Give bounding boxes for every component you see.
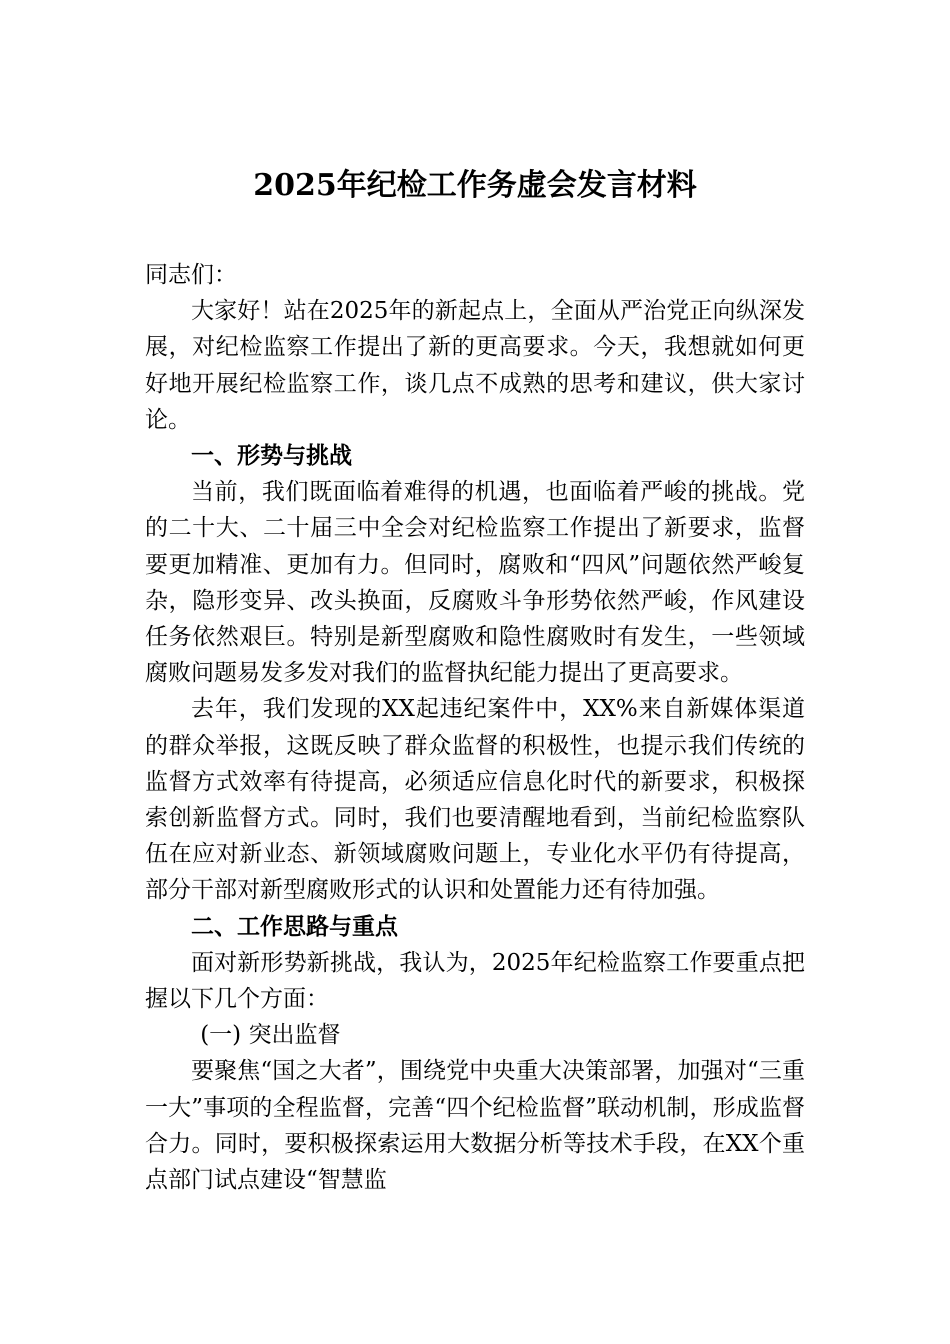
subsection-1-paragraph-1: 要聚焦“国之大者”，围绕党中央重大决策部署，加强对“三重一大”事项的全程监督，完善“四个纪检监督”联动机制，形成监督合力。同时，要积极探索运用大数据分析等技术手段，在XX个重点部门试点建设“智慧监 [145, 1058, 805, 1194]
intro-paragraph: 大家好！站在2025年的新起点上，全面从严治党正向纵深发展，对纪检监察工作提出了新的更高要求。今天，我想就如何更好地开展纪检监察工作，谈几点不成熟的思考和建议，供大家讨论。 [145, 298, 805, 433]
section-1-heading: 一、形势与挑战 [191, 442, 352, 470]
section-2-paragraph-1: 面对新形势新挑战，我认为，2025年纪检监察工作要重点把握以下几个方面： [145, 949, 805, 1013]
document-title: 2025年纪检工作务虚会发言材料 [253, 168, 697, 203]
section-1-paragraph-2: 去年，我们发现的XX起违纪案件中，XX%来自新媒体渠道的群众举报，这既反映了群众监督的积极性，也提示我们传统的监督方式效率有待提高，必须适应信息化时代的新要求，积极探索创新监督方式。同时，我们也要清醒地看到，当前纪检监察队伍在应对新业态、新领域腐败问题上，专业化水平仍有待提高，部分干部对新型腐败形式的认识和处置能力还有待加强。 [145, 696, 805, 904]
document-body [145, 257, 805, 1198]
subsection-1-heading: (一) 突出监督 [200, 1022, 341, 1049]
section-1-paragraph-1: 当前，我们既面临着难得的机遇，也面临着严峻的挑战。党的二十大、二十届三中全会对纪检监察工作提出了新要求，监督要更加精准、更加有力。但同时，腐败和“四风”问题依然严峻复杂，隐形变异、改头换面，反腐败斗争形势依然严峻，作风建设任务依然艰巨。特别是新型腐败和隐性腐败时有发生，一些领域腐败问题易发多发对我们的监督执纪能力提出了更高要求。 [145, 479, 805, 687]
section-2-heading: 二、工作思路与重点 [191, 912, 398, 940]
salutation: 同志们： [145, 262, 237, 288]
